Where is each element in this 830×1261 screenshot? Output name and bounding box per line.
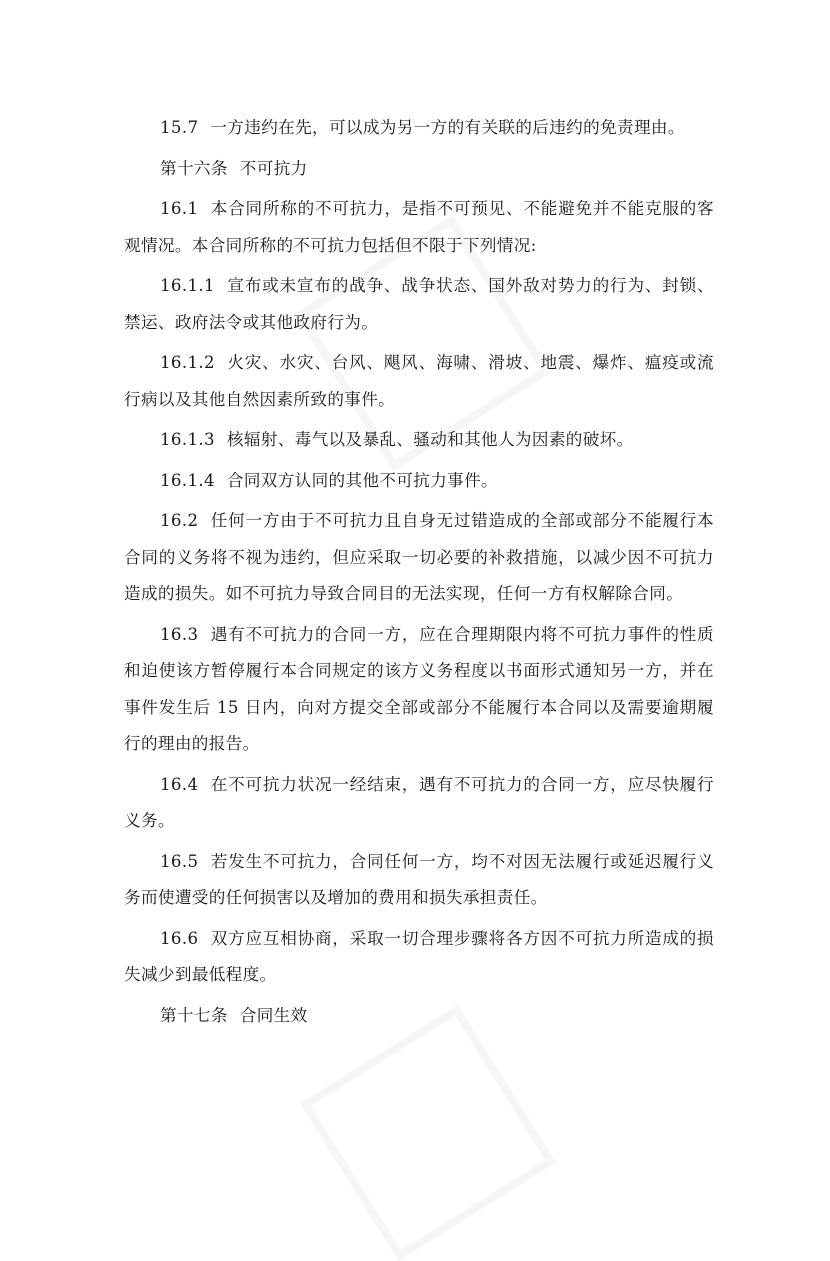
clause-text: 核辐射、毒气以及暴乱、骚动和其他人为因素的破坏。	[226, 430, 634, 449]
clause-16-6	[124, 921, 714, 994]
article-number: 第十六条	[160, 158, 228, 178]
clause-text: 宣布或未宣布的战争、战争状态、国外敌对势力的行为、封锁、禁运、政府法令或其他政府行为。	[124, 276, 714, 332]
clause-16-4	[124, 767, 714, 840]
clause-text: 任何一方由于不可抗力且自身无过错造成的全部或部分不能履行本合同的义务将不视为违约，但应采取一切必要的补救措施，以减少因不可抗力造成的损失。如不可抗力导致合同目的无法实现，任何一方有权解除合同。	[124, 511, 714, 603]
clause-text: 火灾、水灾、台风、飓风、海啸、滑坡、地震、爆炸、瘟疫或流行病以及其他自然因素所致的事件。	[124, 353, 714, 409]
clause-16-1-2	[124, 345, 714, 418]
clause-text: 合同双方认同的其他不可抗力事件。	[226, 470, 498, 490]
clause-number: 16.6	[160, 928, 199, 948]
clause-16-1-4	[124, 463, 714, 500]
clause-text: 本合同所称的不可抗力，是指不可预见、不能避免并不能克服的客观情况。本合同所称的不可抗力包括但不限于下列情况:	[124, 199, 714, 255]
clause-number: 15.7	[160, 118, 199, 137]
clause-16-5	[124, 844, 714, 917]
clause-text: 若发生不可抗力，合同任何一方，均不对因无法履行或延迟履行义务而使遭受的任何损害以及增加的费用和损失承担责任。	[124, 851, 714, 907]
clause-text: 在不可抗力状况一经结束，遇有不可抗力的合同一方，应尽快履行义务。	[124, 774, 714, 830]
clause-16-1	[124, 191, 714, 264]
watermark	[300, 1005, 556, 1261]
clause-number: 16.3	[160, 624, 199, 644]
article-title: 不可抗力	[239, 158, 308, 178]
clause-number: 16.1.1	[160, 276, 215, 295]
clause-16-1-3	[124, 422, 714, 459]
clause-16-2	[124, 503, 714, 613]
document-body	[124, 110, 714, 1034]
clause-number: 16.1.4	[160, 470, 215, 490]
clause-number: 16.2	[160, 511, 199, 530]
clause-text: 双方应互相协商，采取一切合理步骤将各方因不可抗力所造成的损失减少到最低程度。	[124, 928, 714, 984]
clause-number: 16.4	[160, 774, 199, 794]
clause-15-7	[124, 110, 714, 147]
clause-text: 一方违约在先，可以成为另一方的有关联的后违约的免责理由。	[210, 118, 685, 137]
clause-number: 16.1.3	[160, 430, 215, 449]
clause-16-3	[124, 617, 714, 763]
article-title: 合同生效	[239, 1005, 308, 1025]
article-16-heading	[124, 151, 714, 188]
clause-number: 16.5	[160, 851, 199, 871]
clause-number: 16.1.2	[160, 353, 215, 372]
article-17-heading	[124, 998, 714, 1035]
article-number: 第十七条	[160, 1005, 228, 1025]
clause-16-1-1	[124, 268, 714, 341]
clause-text: 遇有不可抗力的合同一方，应在合理期限内将不可抗力事件的性质和迫使该方暂停履行本合同规定的该方义务程度以书面形式通知另一方，并在事件发生后 15 日内，向对方提交全部或部分不能履行本合同以及需要逾期履行的理由的报告。	[124, 624, 714, 753]
clause-number: 16.1	[160, 199, 199, 218]
